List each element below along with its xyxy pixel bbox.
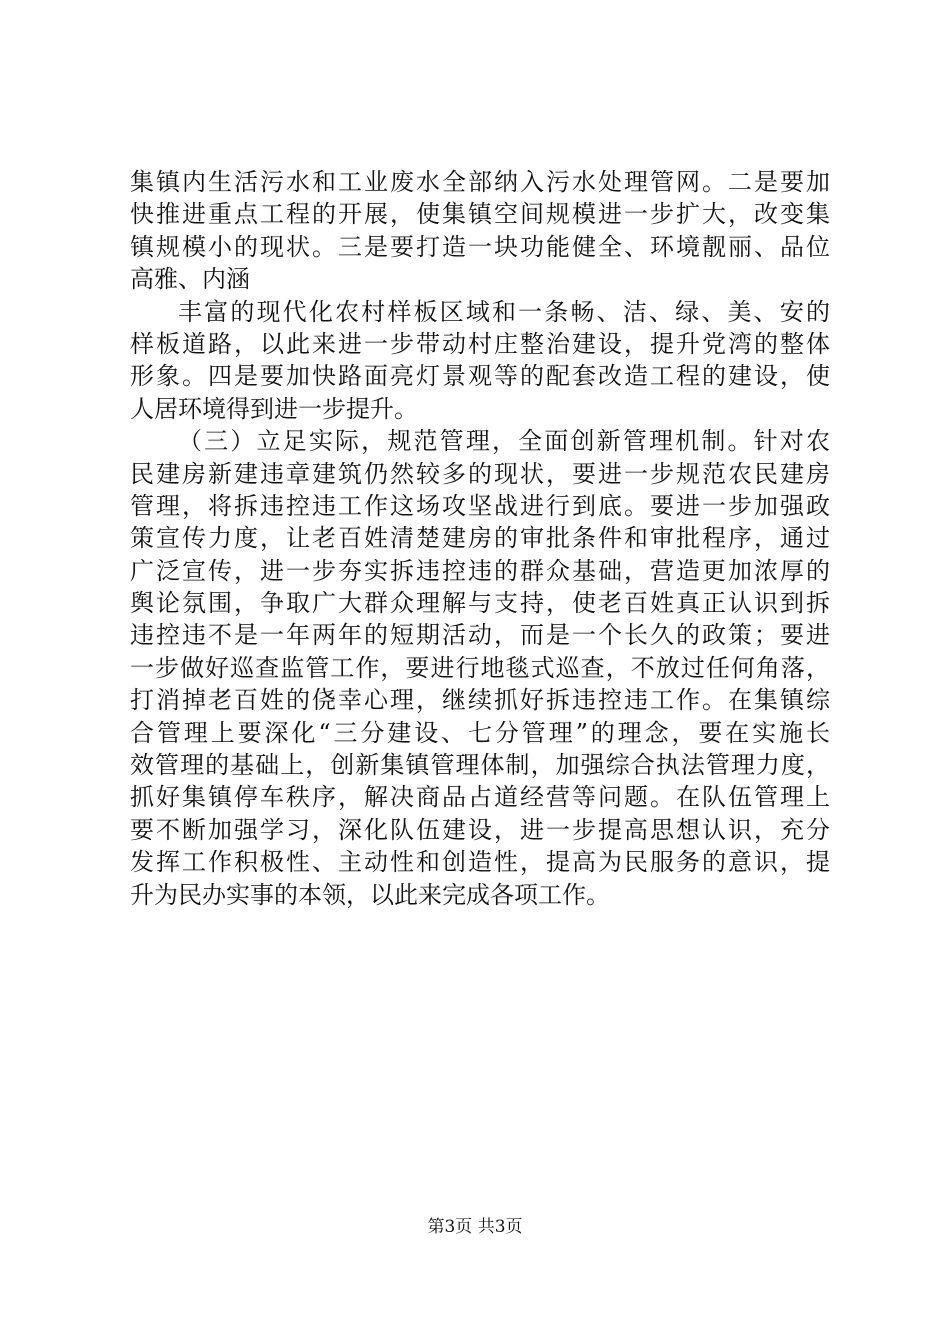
text-line: 形象。四是要加快路面亮灯景观等的配套改造工程的建设，使 — [130, 362, 830, 391]
text-line: 效管理的基础上，创新集镇管理体制，加强综合执法管理力度， — [130, 751, 830, 780]
page-footer: 第3页 共3页 — [427, 1217, 523, 1237]
body-text — [130, 166, 830, 911]
text-line: 策宣传力度，让老百姓清楚建房的审批条件和审批程序，通过 — [130, 524, 830, 553]
text-line: 人居环境得到进一步提升。 — [130, 394, 418, 423]
text-line: 集镇内生活污水和工业废水全部纳入污水处理管网。二是要加 — [130, 168, 830, 196]
text-line: 管理，将拆违控违工作这场攻坚战进行到底。要进一步加强政 — [130, 491, 830, 520]
text-line: 打消掉老百姓的侥幸心理，继续抓好拆违控违工作。在集镇综 — [130, 686, 830, 715]
text-line: 样板道路，以此来进一步带动村庄整治建设，提升党湾的整体 — [130, 329, 830, 358]
text-line: 广泛宣传，进一步夯实拆违控违的群众基础，营造更加浓厚的 — [130, 556, 830, 585]
text-line: 舆论氛围，争取广大群众理解与支持，使老百姓真正认识到拆 — [130, 589, 830, 618]
text-line: 一步做好巡查监管工作，要进行地毯式巡查，不放过任何角落， — [130, 653, 830, 682]
text-line: 合管理上要深化“三分建设、七分管理”的理念，要在实施长 — [130, 718, 830, 747]
text-line: 升为民办实事的本领，以此来完成各项工作。 — [130, 880, 610, 909]
text-line: 高雅、内涵 — [130, 265, 250, 294]
text-line: 要不断加强学习，深化队伍建设，进一步提高思想认识，充分 — [130, 815, 830, 844]
text-line: 镇规模小的现状。三是要打造一块功能健全、环境靓丽、品位 — [130, 232, 830, 261]
text-line: （三）立足实际，规范管理，全面创新管理机制。针对农 — [178, 427, 830, 456]
text-line: 丰富的现代化农村样板区域和一条畅、洁、绿、美、安的 — [178, 297, 830, 326]
text-line: 抓好集镇停车秩序，解决商品占道经营等问题。在队伍管理上 — [130, 783, 830, 812]
text-line: 违控违不是一年两年的短期活动，而是一个长久的政策；要进 — [130, 621, 830, 650]
text-line: 发挥工作积极性、主动性和创造性，提高为民服务的意识，提 — [130, 848, 830, 877]
text-line: 快推进重点工程的开展，使集镇空间规模进一步扩大，改变集 — [130, 200, 830, 229]
text-line: 民建房新建违章建筑仍然较多的现状，要进一步规范农民建房 — [130, 459, 830, 488]
